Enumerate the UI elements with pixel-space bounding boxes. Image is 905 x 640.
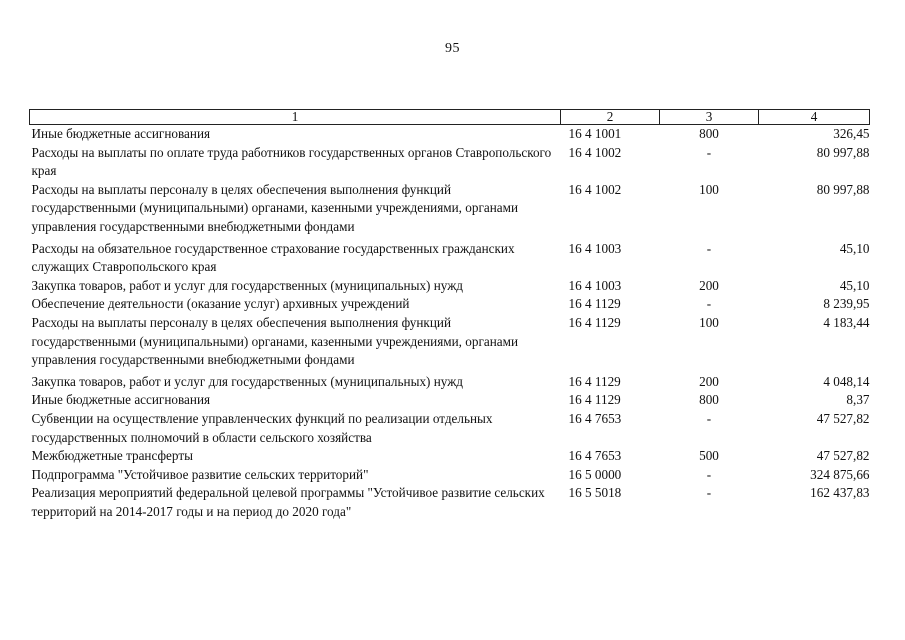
row-amount: 45,10 (839, 240, 870, 256)
table-header (30, 110, 870, 125)
row-code: 16 4 1129 (568, 314, 621, 330)
row-description: Реализация мероприятий федеральной целевой программы "Устойчивое развитие сельских территорий на 2014-2017 годы и на период до 2020 года" (31, 485, 545, 519)
row-description: Иные бюджетные ассигнования (31, 126, 211, 141)
row-amount: 162 437,83 (810, 485, 870, 501)
row-amount: 8,37 (846, 392, 870, 408)
table-row (30, 277, 870, 296)
row-amount: 80 997,88 (816, 144, 870, 160)
table-row (30, 466, 870, 485)
table-row (30, 484, 870, 521)
row-code: 16 5 5018 (568, 485, 622, 501)
table-row (30, 373, 870, 392)
row-amount: 80 997,88 (816, 181, 870, 197)
row-amount: 47 527,82 (816, 410, 870, 426)
row-expense-type: - (706, 410, 712, 426)
budget-table (29, 109, 870, 521)
row-expense-type: - (706, 240, 712, 256)
row-code: 16 4 1003 (568, 240, 622, 256)
table-row (30, 391, 870, 410)
row-expense-type: 100 (699, 314, 719, 330)
row-code: 16 4 1003 (568, 277, 622, 293)
row-description: Закупка товаров, работ и услуг для государственных (муниципальных) нужд (31, 277, 464, 293)
row-expense-type: 800 (699, 126, 719, 141)
row-code: 16 5 0000 (568, 466, 622, 482)
row-code: 16 4 1001 (568, 126, 622, 141)
column-header-2: 2 (561, 110, 660, 125)
row-expense-type: 200 (699, 373, 719, 389)
row-amount: 45,10 (839, 277, 870, 293)
row-code: 16 4 1129 (568, 373, 621, 389)
row-description: Расходы на обязательное государственное страхование государственных гражданских служащих Ставропольского края (31, 240, 515, 275)
column-header-3: 3 (660, 110, 759, 125)
row-description: Подпрограмма "Устойчивое развитие сельских территорий" (31, 466, 369, 482)
row-code: 16 4 7653 (568, 448, 622, 464)
row-description: Закупка товаров, работ и услуг для государственных (муниципальных) нужд (31, 373, 464, 389)
row-expense-type: 500 (699, 448, 719, 464)
table-body (30, 125, 870, 522)
row-code: 16 4 1129 (568, 392, 621, 408)
row-description: Субвенции на осуществление управленческих функций по реализации отдельных государственных полномочий в области сельского хозяйства (31, 410, 493, 445)
table-row (30, 410, 870, 447)
page-number: 95 (445, 41, 460, 56)
row-expense-type: - (706, 296, 712, 312)
row-description: Расходы на выплаты персоналу в целях обеспечения выполнения функций государственными (муниципальными) органами, казенными учреждениями, органами управления государственными внебюджетными фондами (31, 181, 519, 234)
row-amount: 47 527,82 (816, 448, 870, 464)
row-expense-type: 100 (699, 181, 719, 197)
row-expense-type: - (706, 485, 712, 501)
row-amount: 8 239,95 (823, 296, 870, 312)
table-row (30, 314, 870, 373)
row-description: Иные бюджетные ассигнования (31, 392, 211, 408)
column-header-4: 4 (759, 110, 870, 125)
table-row (30, 144, 870, 181)
row-amount: 4 183,44 (823, 314, 870, 330)
table-row (30, 295, 870, 314)
header-row (30, 110, 870, 125)
row-expense-type: 200 (699, 277, 719, 293)
table-row (30, 181, 870, 240)
row-expense-type: - (706, 466, 712, 482)
row-description: Межбюджетные трансферты (31, 448, 193, 464)
row-amount: 324 875,66 (810, 466, 870, 482)
row-description: Расходы на выплаты по оплате труда работников государственных органов Ставропольского края (31, 144, 552, 179)
row-expense-type: 800 (699, 392, 719, 408)
table-row (30, 240, 870, 277)
table-row (30, 447, 870, 466)
row-code: 16 4 1129 (568, 296, 621, 312)
row-amount: 4 048,14 (823, 373, 870, 389)
row-description: Расходы на выплаты персоналу в целях обеспечения выполнения функций государственными (муниципальными) органами, казенными учреждениями, органами управления государственными внебюджетными фондами (31, 314, 519, 368)
row-amount: 326,45 (833, 126, 870, 141)
row-expense-type: - (706, 144, 712, 160)
table-row (30, 125, 870, 144)
row-description: Обеспечение деятельности (оказание услуг) архивных учреждений (31, 296, 410, 312)
row-code: 16 4 1002 (568, 181, 622, 197)
row-code: 16 4 1002 (568, 144, 622, 160)
column-header-1: 1 (30, 110, 561, 125)
row-code: 16 4 7653 (568, 410, 622, 426)
